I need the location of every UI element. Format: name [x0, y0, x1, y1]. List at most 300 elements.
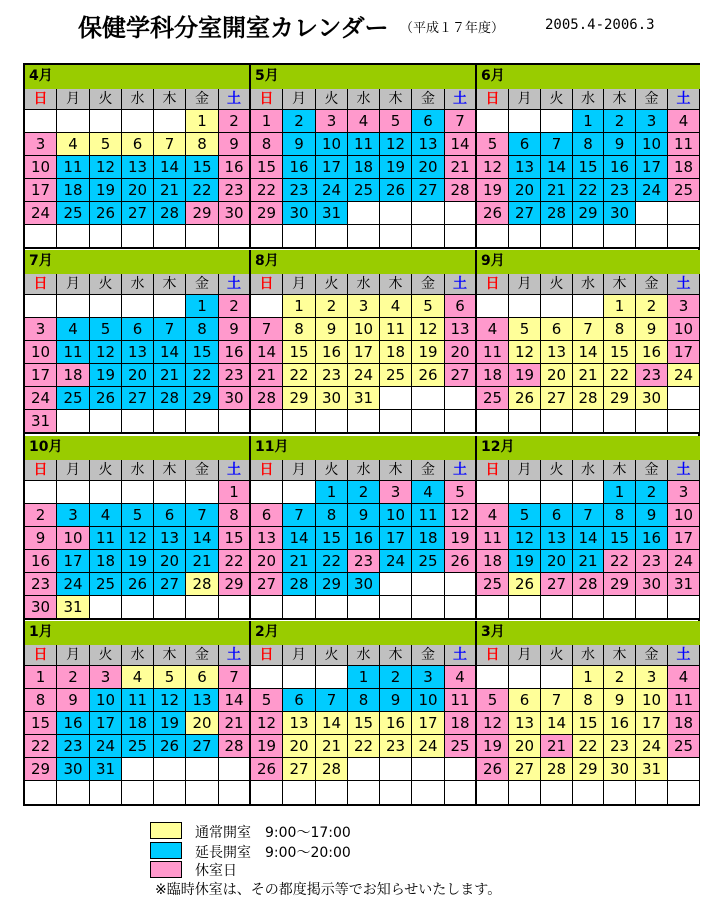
day-cell: [445, 202, 477, 225]
day-cell: [251, 410, 283, 434]
day-cell: 7: [219, 666, 251, 689]
month-block: [477, 436, 700, 621]
day-cell: 9: [219, 133, 251, 156]
day-cell: 9: [604, 689, 636, 712]
day-cell: 29: [186, 387, 219, 410]
day-cell: 23: [316, 364, 348, 387]
day-cell: 19: [251, 735, 283, 758]
day-cell: 4: [477, 504, 509, 527]
day-cell: 14: [573, 527, 604, 550]
day-cell: 20: [251, 550, 283, 573]
month-block: [477, 250, 700, 436]
day-cell: [348, 781, 380, 805]
day-cell: 18: [90, 550, 122, 573]
weekday-header: 木: [604, 89, 636, 110]
day-cell: 20: [445, 341, 477, 364]
day-cell: 27: [283, 758, 316, 781]
month-block: [25, 250, 251, 436]
day-cell: [604, 410, 636, 434]
day-cell: [186, 225, 219, 249]
day-cell: 18: [668, 156, 700, 179]
weekday-header: 金: [636, 89, 668, 110]
day-cell: 22: [186, 179, 219, 202]
month-block: [25, 621, 251, 806]
day-cell: [122, 225, 154, 249]
legend-label-closed: 休室日: [195, 863, 237, 879]
day-cell: 30: [636, 573, 668, 596]
day-cell: 27: [541, 387, 573, 410]
day-cell: 27: [186, 735, 219, 758]
day-cell: 11: [90, 527, 122, 550]
day-cell: [412, 225, 445, 249]
day-cell: 18: [445, 712, 477, 735]
day-cell: 25: [668, 735, 700, 758]
day-cell: [316, 225, 348, 249]
day-cell: 16: [57, 712, 90, 735]
day-cell: 14: [541, 156, 573, 179]
day-cell: 29: [219, 573, 251, 596]
weekday-header: 水: [573, 89, 604, 110]
day-cell: [541, 295, 573, 318]
day-cell: 16: [25, 550, 57, 573]
day-cell: 28: [445, 179, 477, 202]
day-cell: 3: [636, 110, 668, 133]
day-cell: 1: [573, 110, 604, 133]
weekday-header: 月: [283, 274, 316, 295]
day-cell: 3: [668, 295, 700, 318]
weekday-header: 木: [154, 89, 186, 110]
day-cell: 29: [25, 758, 57, 781]
day-cell: 28: [283, 573, 316, 596]
day-cell: [477, 596, 509, 620]
day-cell: 23: [219, 364, 251, 387]
day-cell: 27: [509, 202, 541, 225]
page-title: [0, 8, 727, 44]
day-cell: 17: [636, 712, 668, 735]
day-cell: 23: [57, 735, 90, 758]
day-cell: 9: [636, 504, 668, 527]
day-cell: 24: [57, 573, 90, 596]
day-cell: 13: [122, 156, 154, 179]
day-cell: [636, 781, 668, 805]
day-cell: [251, 225, 283, 249]
day-cell: [509, 110, 541, 133]
day-cell: [186, 781, 219, 805]
weekday-header: 水: [122, 274, 154, 295]
day-cell: 13: [445, 318, 477, 341]
day-cell: 28: [541, 202, 573, 225]
day-cell: 16: [380, 712, 412, 735]
day-cell: 28: [541, 758, 573, 781]
day-cell: 6: [283, 689, 316, 712]
day-cell: 4: [477, 318, 509, 341]
day-cell: 1: [251, 110, 283, 133]
day-cell: [122, 481, 154, 504]
day-cell: 14: [445, 133, 477, 156]
day-cell: [509, 295, 541, 318]
day-cell: 19: [445, 527, 477, 550]
day-cell: 1: [604, 295, 636, 318]
day-cell: 29: [573, 202, 604, 225]
month-header: 2月: [251, 621, 477, 645]
weekday-header: 日: [251, 460, 283, 481]
day-cell: 28: [154, 202, 186, 225]
day-cell: 2: [348, 481, 380, 504]
weekday-header: 木: [604, 274, 636, 295]
weekday-header: 日: [477, 89, 509, 110]
calendar-grid: [23, 63, 700, 806]
day-cell: 2: [636, 481, 668, 504]
day-cell: 3: [636, 666, 668, 689]
day-cell: 17: [348, 341, 380, 364]
day-cell: [90, 410, 122, 434]
day-cell: 21: [154, 364, 186, 387]
day-cell: 22: [283, 364, 316, 387]
day-cell: [283, 781, 316, 805]
weekday-header: 木: [604, 460, 636, 481]
day-cell: 15: [604, 527, 636, 550]
day-cell: 16: [219, 156, 251, 179]
day-cell: [154, 481, 186, 504]
day-cell: 16: [316, 341, 348, 364]
weekday-header: 木: [154, 645, 186, 666]
weekday-header: 土: [668, 89, 700, 110]
weekday-header: 月: [509, 460, 541, 481]
weekday-header: 月: [509, 274, 541, 295]
day-cell: 23: [636, 550, 668, 573]
month-block: [251, 250, 477, 436]
day-cell: 4: [668, 110, 700, 133]
day-cell: 8: [348, 689, 380, 712]
day-cell: [573, 295, 604, 318]
day-cell: [412, 202, 445, 225]
day-cell: 11: [348, 133, 380, 156]
day-cell: 1: [25, 666, 57, 689]
day-cell: 16: [636, 527, 668, 550]
day-cell: 27: [122, 202, 154, 225]
day-cell: [57, 110, 90, 133]
day-cell: 31: [90, 758, 122, 781]
day-cell: 26: [251, 758, 283, 781]
day-cell: 30: [219, 387, 251, 410]
day-cell: 8: [251, 133, 283, 156]
day-cell: 15: [251, 156, 283, 179]
title-era: （平成１７年度）: [400, 21, 505, 36]
day-cell: 30: [604, 758, 636, 781]
day-cell: [509, 596, 541, 620]
weekday-header: 木: [380, 274, 412, 295]
day-cell: [283, 596, 316, 620]
weekday-header: 木: [380, 460, 412, 481]
day-cell: [57, 295, 90, 318]
day-cell: [477, 410, 509, 434]
day-cell: 18: [380, 341, 412, 364]
weekday-header: 水: [573, 645, 604, 666]
day-cell: 3: [316, 110, 348, 133]
day-cell: 11: [380, 318, 412, 341]
day-cell: 26: [412, 364, 445, 387]
weekday-header: 火: [316, 274, 348, 295]
title-main: 保健学科分室開室カレンダー: [78, 14, 389, 42]
day-cell: [668, 387, 700, 410]
day-cell: 26: [509, 573, 541, 596]
weekday-header: 日: [477, 645, 509, 666]
day-cell: 7: [573, 318, 604, 341]
day-cell: 22: [251, 179, 283, 202]
day-cell: [90, 481, 122, 504]
day-cell: [380, 387, 412, 410]
day-cell: 13: [541, 527, 573, 550]
day-cell: [283, 481, 316, 504]
day-cell: 10: [668, 318, 700, 341]
day-cell: [219, 596, 251, 620]
day-cell: [186, 410, 219, 434]
weekday-header: 木: [380, 89, 412, 110]
weekday-header: 土: [668, 274, 700, 295]
day-cell: 6: [509, 689, 541, 712]
day-cell: [316, 666, 348, 689]
day-cell: 17: [57, 550, 90, 573]
day-cell: 12: [445, 504, 477, 527]
weekday-header: 水: [122, 645, 154, 666]
day-cell: 19: [90, 179, 122, 202]
day-cell: [573, 481, 604, 504]
day-cell: [412, 410, 445, 434]
day-cell: [283, 666, 316, 689]
day-cell: 31: [316, 202, 348, 225]
day-cell: 15: [348, 712, 380, 735]
day-cell: 5: [477, 689, 509, 712]
day-cell: 24: [380, 550, 412, 573]
day-cell: [509, 781, 541, 805]
day-cell: 23: [283, 179, 316, 202]
day-cell: 6: [541, 504, 573, 527]
day-cell: 23: [25, 573, 57, 596]
day-cell: 20: [509, 179, 541, 202]
day-cell: 12: [509, 527, 541, 550]
day-cell: 18: [477, 550, 509, 573]
day-cell: [348, 225, 380, 249]
day-cell: 7: [186, 504, 219, 527]
weekday-header: 月: [57, 645, 90, 666]
day-cell: 9: [636, 318, 668, 341]
weekday-header: 金: [186, 645, 219, 666]
day-cell: 18: [348, 156, 380, 179]
day-cell: 29: [573, 758, 604, 781]
day-cell: 19: [90, 364, 122, 387]
day-cell: 12: [154, 689, 186, 712]
day-cell: [122, 781, 154, 805]
day-cell: 23: [380, 735, 412, 758]
day-cell: 29: [604, 573, 636, 596]
weekday-header: 土: [445, 645, 477, 666]
day-cell: 27: [154, 573, 186, 596]
day-cell: [541, 410, 573, 434]
day-cell: 3: [25, 318, 57, 341]
day-cell: 17: [380, 527, 412, 550]
day-cell: [219, 781, 251, 805]
day-cell: [445, 410, 477, 434]
day-cell: 23: [348, 550, 380, 573]
day-cell: [154, 225, 186, 249]
day-cell: 11: [477, 527, 509, 550]
day-cell: 9: [25, 527, 57, 550]
day-cell: 10: [316, 133, 348, 156]
day-cell: 26: [90, 387, 122, 410]
day-cell: 31: [348, 387, 380, 410]
day-cell: [154, 410, 186, 434]
month-header: 8月: [251, 250, 477, 274]
day-cell: [509, 481, 541, 504]
day-cell: [636, 596, 668, 620]
day-cell: 29: [186, 202, 219, 225]
day-cell: 26: [509, 387, 541, 410]
day-cell: [541, 781, 573, 805]
day-cell: [348, 410, 380, 434]
day-cell: 19: [122, 550, 154, 573]
day-cell: 28: [573, 573, 604, 596]
day-cell: 7: [316, 689, 348, 712]
month-header: 10月: [25, 436, 251, 460]
day-cell: 21: [316, 735, 348, 758]
day-cell: 14: [541, 712, 573, 735]
day-cell: 9: [283, 133, 316, 156]
day-cell: 10: [380, 504, 412, 527]
day-cell: [477, 481, 509, 504]
day-cell: 30: [283, 202, 316, 225]
day-cell: 15: [573, 712, 604, 735]
day-cell: 17: [316, 156, 348, 179]
day-cell: 8: [186, 133, 219, 156]
weekday-header: 土: [219, 89, 251, 110]
day-cell: 20: [541, 364, 573, 387]
weekday-header: 金: [636, 645, 668, 666]
day-cell: [509, 666, 541, 689]
weekday-header: 水: [348, 460, 380, 481]
day-cell: 3: [348, 295, 380, 318]
day-cell: 4: [445, 666, 477, 689]
day-cell: 18: [57, 364, 90, 387]
day-cell: 2: [57, 666, 90, 689]
day-cell: [154, 295, 186, 318]
day-cell: 10: [636, 689, 668, 712]
day-cell: 30: [25, 596, 57, 620]
day-cell: [668, 225, 700, 249]
day-cell: [541, 225, 573, 249]
legend-swatch-extended: [150, 842, 182, 859]
day-cell: [604, 781, 636, 805]
day-cell: 17: [412, 712, 445, 735]
day-cell: 1: [186, 295, 219, 318]
day-cell: 25: [477, 573, 509, 596]
weekday-header: 土: [445, 460, 477, 481]
day-cell: 14: [154, 156, 186, 179]
legend-swatch-closed: [150, 861, 182, 878]
day-cell: 26: [90, 202, 122, 225]
weekday-header: 月: [509, 645, 541, 666]
day-cell: [154, 110, 186, 133]
day-cell: [412, 596, 445, 620]
day-cell: 1: [573, 666, 604, 689]
day-cell: 23: [604, 735, 636, 758]
day-cell: 11: [668, 133, 700, 156]
day-cell: [25, 295, 57, 318]
day-cell: [604, 596, 636, 620]
weekday-header: 日: [251, 274, 283, 295]
day-cell: 3: [668, 481, 700, 504]
day-cell: 24: [90, 735, 122, 758]
day-cell: 16: [604, 712, 636, 735]
day-cell: [380, 596, 412, 620]
day-cell: 18: [57, 179, 90, 202]
weekday-header: 火: [90, 460, 122, 481]
day-cell: 6: [251, 504, 283, 527]
weekday-header: 水: [348, 89, 380, 110]
day-cell: 21: [283, 550, 316, 573]
weekday-header: 月: [283, 460, 316, 481]
day-cell: 10: [668, 504, 700, 527]
day-cell: 17: [668, 341, 700, 364]
day-cell: 25: [57, 387, 90, 410]
day-cell: 17: [636, 156, 668, 179]
day-cell: 26: [477, 202, 509, 225]
day-cell: 15: [219, 527, 251, 550]
day-cell: 14: [219, 689, 251, 712]
weekday-header: 日: [25, 460, 57, 481]
day-cell: [25, 481, 57, 504]
day-cell: 19: [509, 364, 541, 387]
day-cell: 20: [283, 735, 316, 758]
day-cell: 13: [154, 527, 186, 550]
day-cell: 16: [219, 341, 251, 364]
day-cell: 4: [380, 295, 412, 318]
legend: [150, 822, 650, 902]
day-cell: 7: [541, 689, 573, 712]
day-cell: [445, 387, 477, 410]
day-cell: 18: [477, 364, 509, 387]
legend-label-extended: 延長開室 9:00～20:00: [195, 845, 351, 861]
day-cell: 23: [604, 179, 636, 202]
day-cell: 5: [90, 133, 122, 156]
day-cell: 21: [541, 735, 573, 758]
month-block: [25, 436, 251, 621]
month-header: 3月: [477, 621, 700, 645]
day-cell: [380, 758, 412, 781]
day-cell: 6: [186, 666, 219, 689]
weekday-header: 火: [316, 89, 348, 110]
day-cell: [573, 225, 604, 249]
day-cell: [251, 781, 283, 805]
day-cell: 7: [541, 133, 573, 156]
day-cell: 16: [604, 156, 636, 179]
weekday-header: 日: [25, 274, 57, 295]
day-cell: [219, 758, 251, 781]
day-cell: 26: [445, 550, 477, 573]
day-cell: 31: [636, 758, 668, 781]
weekday-header: 火: [90, 645, 122, 666]
day-cell: 18: [412, 527, 445, 550]
day-cell: 28: [316, 758, 348, 781]
day-cell: 5: [380, 110, 412, 133]
weekday-header: 日: [251, 645, 283, 666]
day-cell: 1: [348, 666, 380, 689]
day-cell: [509, 410, 541, 434]
day-cell: 28: [219, 735, 251, 758]
month-header: 12月: [477, 436, 700, 460]
day-cell: 26: [154, 735, 186, 758]
day-cell: 13: [251, 527, 283, 550]
weekday-header: 金: [412, 89, 445, 110]
